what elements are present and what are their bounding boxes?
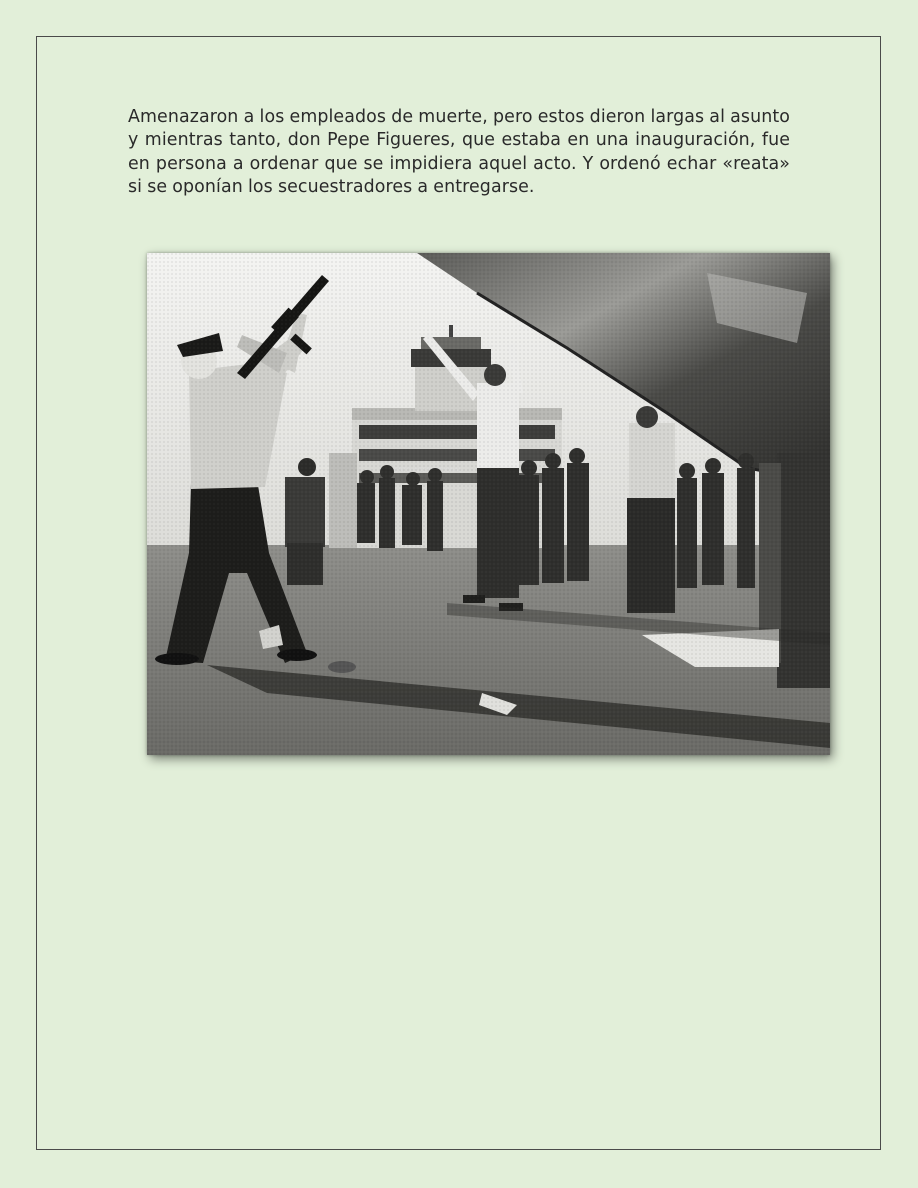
historical-photo	[147, 253, 830, 755]
photo-illustration	[147, 253, 830, 755]
article-paragraph: Amenazaron a los empleados de muerte, pero estos dieron largas al asunto y mientras tanto, don Pepe Figueres, que estaba en una inauguración, fue en persona a ordenar que se impidiera aquel acto. Y ordenó echar «reata» si se oponían los secuestradores a entregarse.	[128, 107, 790, 198]
